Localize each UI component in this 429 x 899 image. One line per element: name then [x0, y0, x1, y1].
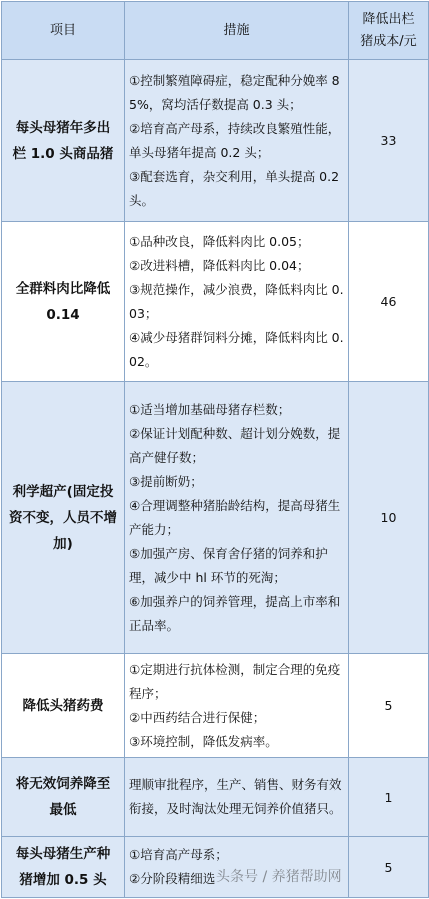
row-item-line: 0.14	[46, 306, 80, 323]
row-item-line: 最低	[49, 802, 77, 818]
measure-item: ②培育高产母系，持续改良繁殖性能，单头母猪年提高 0.2 头；	[129, 120, 341, 160]
row-measures	[125, 654, 349, 758]
row-item-line: 栏 1.0 头商品猪	[12, 145, 114, 162]
measure-item: ③提前断奶；	[129, 473, 203, 489]
row-item	[2, 222, 125, 382]
row-item	[2, 837, 125, 898]
row-item-line: 降低头猪药费	[22, 697, 104, 714]
measure-item: ①控制繁殖障碍症，稳定配种分娩率 85%，窝均活仔数提高 0.3 头；	[129, 72, 340, 112]
row-item	[2, 382, 125, 654]
header-cost-line2: 猪成本/元	[360, 33, 417, 49]
header-measures: 措施	[125, 2, 349, 60]
row-item	[2, 60, 125, 222]
row-measures	[125, 758, 349, 837]
measure-item: ①定期进行抗体检测，制定合理的免疫程序；	[129, 661, 341, 701]
table-row	[2, 758, 429, 837]
cost-table	[1, 1, 429, 898]
measure-item: ③配套选育，杂交利用，单头提高 0.2 头。	[129, 168, 340, 208]
row-measures	[125, 60, 349, 222]
row-cost: 5	[349, 654, 429, 758]
measure-item: ③规范操作，减少浪费，降低料肉比 0.03；	[129, 281, 344, 321]
measure-item: ④合理调整种猪胎龄结构，提高母猪生产能力；	[129, 497, 341, 537]
measure-item: ⑤加强产房、保育舍仔猪的饲养和护理，减少中 hl 环节的死淘；	[129, 545, 328, 585]
row-cost: 33	[349, 60, 429, 222]
measure-item: 理顺审批程序，生产、销售、财务有效衔接，及时淘汰处理无饲养价值猪只。	[129, 777, 342, 816]
measure-item: ②改进料槽，降低料肉比 0.04；	[129, 257, 310, 273]
row-item-line: 将无效饲养降至	[15, 776, 111, 792]
row-cost: 1	[349, 758, 429, 837]
table-row	[2, 382, 429, 654]
measure-item: ①培育高产母系；	[129, 847, 228, 862]
header-cost-line1: 降低出栏	[362, 11, 415, 27]
row-item-line: 资不变，人员不增	[9, 509, 117, 526]
row-cost: 10	[349, 382, 429, 654]
table-row	[2, 60, 429, 222]
measure-item: ②保证计划配种数、超计划分娩数，提高产健仔数；	[129, 425, 341, 465]
watermark: 头条号 / 养猪帮助网	[216, 869, 342, 885]
header-row	[2, 2, 429, 60]
measure-item: ②分阶段精细选	[129, 871, 216, 886]
row-item-line: 每头母猪年多出	[15, 119, 111, 136]
row-measures	[125, 382, 349, 654]
row-item	[2, 758, 125, 837]
row-item-line: 加)	[53, 535, 73, 552]
measure-item: ①适当增加基础母猪存栏数；	[129, 401, 291, 417]
row-item-line: 猪增加 0.5 头	[19, 872, 107, 888]
measure-item: ④减少母猪群饲料分摊，降低料肉比 0.02。	[129, 329, 344, 369]
measure-item: ⑥加强养户的饲养管理，提高上市率和正品率。	[129, 593, 341, 633]
row-cost: 46	[349, 222, 429, 382]
row-item-line: 每头母猪生产种	[15, 846, 111, 862]
table-row	[2, 654, 429, 758]
row-item-line: 利学超产(固定投	[12, 483, 114, 500]
header-item: 项目	[2, 2, 125, 60]
row-cost: 5	[349, 837, 429, 898]
measure-item: ③环境控制，降低发病率。	[129, 733, 278, 749]
table-row	[2, 222, 429, 382]
row-item	[2, 654, 125, 758]
row-item-line: 全群料肉比降低	[15, 280, 111, 297]
row-measures	[125, 222, 349, 382]
measure-item: ①品种改良，降低料肉比 0.05；	[129, 233, 310, 249]
measure-item: ②中西药结合进行保健；	[129, 709, 266, 725]
header-cost	[349, 2, 429, 60]
table-row	[2, 837, 429, 898]
